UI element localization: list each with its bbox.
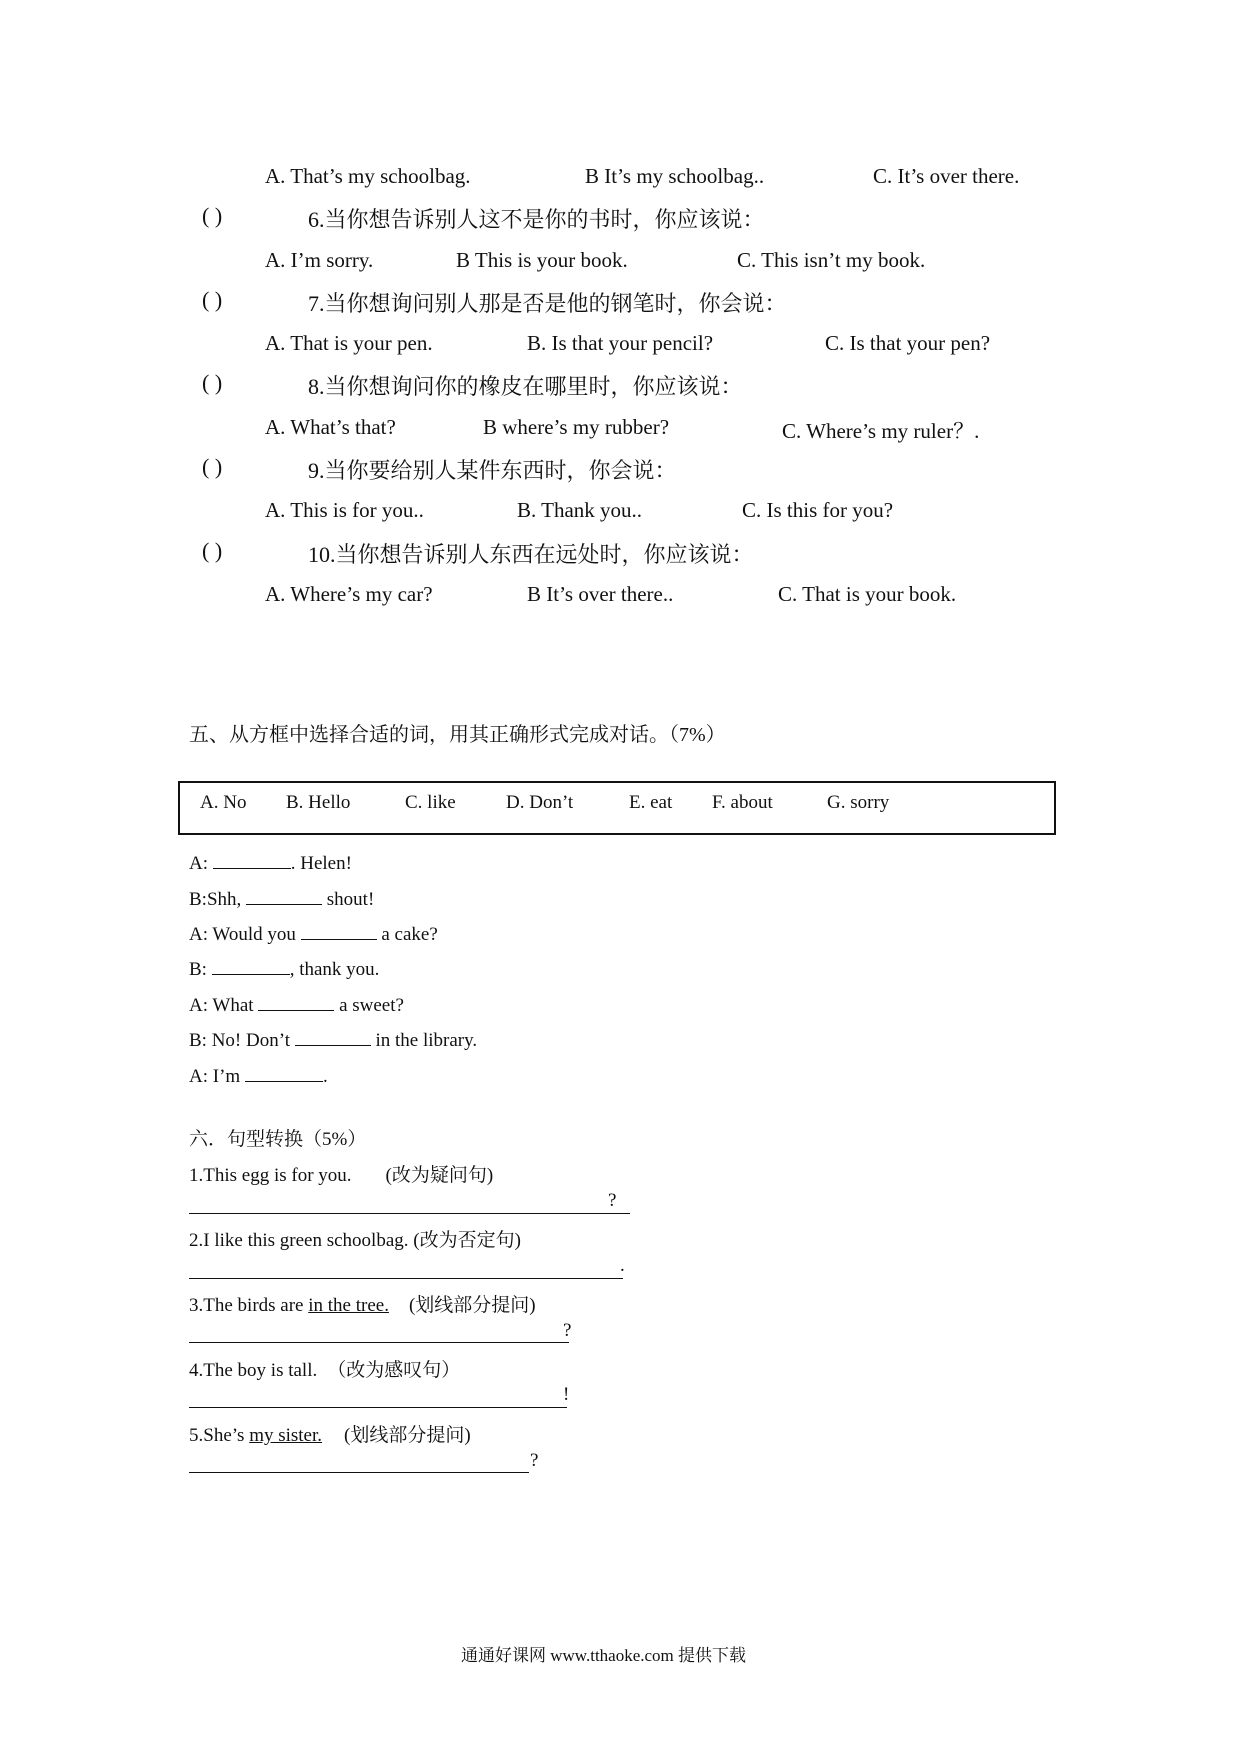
item-note: (划线部分提问) — [408, 1295, 536, 1316]
option-b: B It’s over there.. — [527, 582, 674, 606]
answer-blank[interactable] — [212, 955, 290, 975]
option-c: C. Is that your pen? — [825, 331, 991, 355]
word-option: E. eat — [629, 792, 673, 813]
option-a: A. I’m sorry. — [265, 248, 374, 272]
answer-blank[interactable] — [213, 849, 291, 869]
dialogue-text: a cake? — [376, 924, 438, 945]
line-end-mark: ! — [563, 1384, 570, 1405]
transform-item — [189, 1420, 471, 1447]
question-text: 9.当你要给别人某件东西时，你会说： — [308, 458, 677, 483]
dialogue-line — [189, 920, 438, 946]
answer-line[interactable] — [189, 1472, 529, 1473]
item-sentence: 2.I like this green schoolbag. — [189, 1230, 409, 1251]
dialogue-text: , thank you. — [289, 959, 380, 980]
answer-line[interactable] — [189, 1278, 623, 1279]
dialogue-line — [189, 1026, 477, 1052]
item-note: (划线部分提问) — [344, 1425, 471, 1446]
word-option: A. No — [200, 792, 247, 813]
option-c: C. That is your book. — [778, 582, 957, 606]
item-note: （改为感叹句） — [327, 1360, 461, 1381]
answer-line[interactable] — [189, 1342, 569, 1343]
dialogue-text: A: I’m — [189, 1066, 245, 1087]
underlined-phrase: my sister. — [249, 1425, 323, 1446]
item-sentence: 5.She’s — [189, 1425, 250, 1446]
option-a: A. This is for you.. — [265, 498, 424, 522]
transform-item — [189, 1355, 460, 1382]
option-b: B where’s my rubber? — [483, 415, 670, 439]
section-5-title: 五、从方框中选择合适的词，用其正确形式完成对话。（7%） — [189, 724, 726, 746]
answer-blank[interactable] — [301, 920, 377, 940]
dialogue-text: B: No! Don’t — [189, 1030, 295, 1051]
transform-item — [189, 1225, 521, 1252]
underlined-phrase: in the tree. — [308, 1295, 389, 1316]
line-end-mark: . — [620, 1255, 625, 1276]
item-sentence: 3.The birds are — [189, 1295, 309, 1316]
answer-blank[interactable] — [258, 991, 334, 1011]
dialogue-line — [189, 1062, 328, 1088]
question-text: 8.当你想询问你的橡皮在哪里时，你应该说： — [308, 374, 743, 399]
dialogue-text: A: — [189, 853, 213, 874]
item-sentence: 4.The boy is tall. — [189, 1360, 318, 1381]
word-option: B. Hello — [286, 792, 351, 813]
option-a: A. That is your pen. — [265, 331, 433, 355]
item-note: (改为疑问句) — [385, 1165, 494, 1186]
item-note: (改为否定句) — [413, 1230, 521, 1251]
answer-line[interactable] — [189, 1213, 630, 1214]
answer-paren: ( ) — [202, 287, 223, 312]
dialogue-text: A: Would you — [189, 924, 301, 945]
q5-option-a: A. That’s my schoolbag. — [265, 164, 471, 188]
dialogue-line — [189, 991, 404, 1017]
answer-blank[interactable] — [246, 885, 322, 905]
word-option: G. sorry — [827, 792, 890, 813]
option-a: A. Where’s my car? — [265, 582, 433, 606]
dialogue-text: shout! — [322, 889, 375, 910]
option-b: B This is your book. — [456, 248, 628, 272]
word-option: C. like — [405, 792, 456, 813]
word-option: D. Don’t — [506, 792, 574, 813]
dialogue-line — [189, 849, 352, 875]
option-c: C. Where’s my ruler？. — [782, 419, 980, 443]
dialogue-line — [189, 885, 374, 911]
transform-item — [189, 1290, 536, 1317]
dialogue-line — [189, 955, 379, 981]
dialogue-text: B:Shh, — [189, 889, 247, 910]
dialogue-text: A: What — [189, 995, 259, 1016]
option-a: A. What’s that? — [265, 415, 396, 439]
line-end-mark: ? — [608, 1190, 617, 1211]
line-end-mark: ? — [530, 1450, 539, 1471]
section-6-title: 六．句型转换（5%） — [189, 1129, 367, 1150]
q5-option-b: B It’s my schoolbag.. — [585, 164, 765, 188]
option-c: C. This isn’t my book. — [737, 248, 926, 272]
dialogue-text: a sweet? — [334, 995, 404, 1016]
dialogue-text: in the library. — [370, 1030, 478, 1051]
dialogue-text: . — [322, 1066, 328, 1087]
question-text: 6.当你想告诉别人这不是你的书时，你应该说： — [308, 207, 765, 232]
word-option: F. about — [712, 792, 773, 813]
question-text: 10.当你想告诉别人东西在远处时，你应该说： — [308, 542, 754, 567]
answer-blank[interactable] — [245, 1062, 323, 1082]
item-sentence: 1.This egg is for you. — [189, 1165, 352, 1186]
page-footer: 通通好课网 www.tthaoke.com 提供下载 — [461, 1646, 747, 1665]
q5-option-c: C. It’s over there. — [873, 164, 1020, 188]
question-text: 7.当你想询问别人那是否是他的钢笔时，你会说： — [308, 291, 787, 316]
answer-blank[interactable] — [295, 1026, 371, 1046]
answer-paren: ( ) — [202, 538, 223, 563]
option-b: B. Thank you.. — [517, 498, 643, 522]
dialogue-text: . Helen! — [290, 853, 352, 874]
option-c: C. Is this for you? — [742, 498, 894, 522]
answer-paren: ( ) — [202, 370, 223, 395]
answer-line[interactable] — [189, 1407, 567, 1408]
line-end-mark: ? — [563, 1320, 572, 1341]
answer-paren: ( ) — [202, 203, 223, 228]
dialogue-text: B: — [189, 959, 212, 980]
transform-item — [189, 1160, 493, 1187]
answer-paren: ( ) — [202, 454, 223, 479]
option-b: B. Is that your pencil? — [527, 331, 714, 355]
